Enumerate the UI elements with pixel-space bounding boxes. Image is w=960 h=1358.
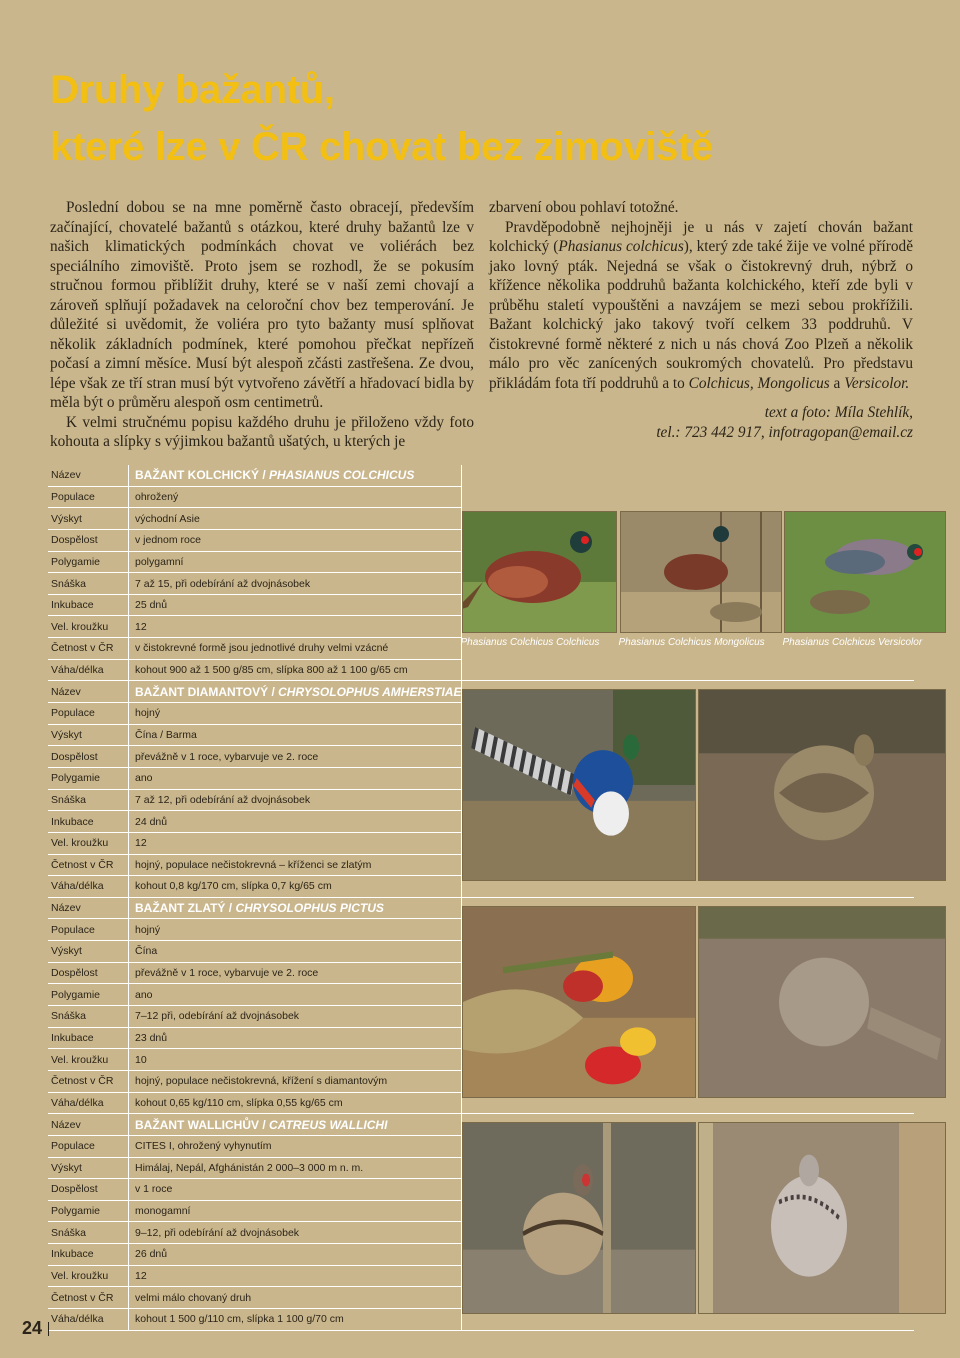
species-header-row: [48, 1114, 914, 1136]
row-label: Četnost v ČR: [48, 1070, 129, 1092]
intro-column-right: [489, 198, 913, 442]
species-name: [129, 1114, 462, 1136]
photo-caption: Phasianus Colchicus Versicolor: [782, 637, 923, 648]
pheasant-photo-image: [463, 512, 616, 632]
row-value: převážně v 1 roce, vybarvuje ve 2. roce: [129, 962, 462, 984]
row-value: 24 dnů: [129, 811, 462, 833]
title-line-1: Druhy bažantů,: [50, 68, 335, 112]
row-label: Polygamie: [48, 1200, 129, 1222]
row-label: Výskyt: [48, 941, 129, 963]
row-value: kohout 0,8 kg/170 cm, slípka 0,7 kg/65 cm: [129, 876, 462, 898]
row-value: CITES I, ohrožený vyhynutím: [129, 1135, 462, 1157]
row-value: kohout 0,65 kg/110 cm, slípka 0,55 kg/65 cm: [129, 1092, 462, 1114]
page-number: [22, 1318, 49, 1339]
photo-caption: Phasianus Colchicus Mongolicus: [618, 637, 765, 648]
species-name: [129, 897, 462, 919]
row-label: Vel. kroužku: [48, 832, 129, 854]
row-label: Populace: [48, 486, 129, 508]
intro-paragraph: Poslední dobou se na mne poměrně často obracejí, především začínající, chovatelé bažantů s otázkou, které druhy bažantů lze v našich klimatických podmínkách chovat ve voliérách bez speciálního zimoviště. Proto jsem se rozhodl, že se pokusím stručnou formou přiblížit druhy, které se v naší zemi chovají a zároveň splňují požadavek na celoroční chov bez temperování. Je důležité si uvědomit, že voliéra pro tyto bažanty musí splňovat několik základních podmínek, které pomohou přečkat nepřízeň počasí a zimní měsíce. Musí být alespoň zčásti zastřešena. Ze dvou, lépe však ze tří stran musí být vytvořeno závětří a hřadovací bidla by měla být o průměru alespoň osm centimetrů.: [50, 199, 474, 411]
species-photos-cell: [462, 1114, 914, 1330]
row-label: Populace: [48, 919, 129, 941]
intro-paragraph: K velmi stručnému popisu každého druhu je přiloženo vždy foto kohouta a slípky s výjimkou bažantů ušatých, u kterých je: [50, 413, 474, 450]
row-label: Název: [48, 897, 129, 919]
row-value: 10: [129, 1049, 462, 1071]
row-value: východní Asie: [129, 508, 462, 530]
photo-caption: Phasianus Colchicus Colchicus: [460, 637, 600, 648]
row-label: Vel. kroužku: [48, 1049, 129, 1071]
species-name-common: BAŽANT DIAMANTOVÝ /: [135, 684, 279, 699]
species-table: [48, 465, 923, 1331]
row-label: Název: [48, 681, 129, 703]
pheasant-photo: [462, 906, 696, 1098]
row-value: hojný, populace nečistokrevná, křížení s diamantovým: [129, 1070, 462, 1092]
title-line-2: které lze v ČR chovat bez zimoviště: [50, 125, 714, 169]
row-label: Vel. kroužku: [48, 616, 129, 638]
species-name: [129, 681, 462, 703]
species-name-latin: CHRYSOLOPHUS AMHERSTIAE: [278, 684, 462, 699]
pheasant-photo: [462, 511, 617, 633]
species-name: [129, 465, 462, 486]
page-number-value: 24: [22, 1318, 43, 1338]
intro-paragraph: zbarvení obou pohlaví totožné.: [489, 199, 679, 216]
row-value: v 1 roce: [129, 1179, 462, 1201]
pheasant-photo: [462, 689, 696, 881]
species-photos: [462, 681, 914, 887]
row-value: 26 dnů: [129, 1244, 462, 1266]
row-label: Vel. kroužku: [48, 1265, 129, 1287]
species-photos-cell: [462, 897, 914, 1113]
pheasant-photo: [698, 689, 946, 881]
row-value: velmi málo chovaný druh: [129, 1287, 462, 1309]
row-value: převážně v 1 roce, vybarvuje ve 2. roce: [129, 746, 462, 768]
row-label: Dospělost: [48, 962, 129, 984]
species-name-latin: PHASIANUS COLCHICUS: [269, 468, 415, 483]
row-value: hojný, populace nečistokrevná – kříženci se zlatým: [129, 854, 462, 876]
species-table-wrap: [48, 465, 923, 1331]
row-value: hojný: [129, 919, 462, 941]
row-value: 25 dnů: [129, 594, 462, 616]
species-photos: [462, 898, 914, 1104]
row-value: polygamní: [129, 551, 462, 573]
pheasant-photo: [784, 511, 946, 633]
row-label: Váha/délka: [48, 876, 129, 898]
pheasant-photo: [698, 1122, 946, 1314]
row-value: Čína / Barma: [129, 724, 462, 746]
row-value: v čistokrevné formě jsou jednotlivé druhy velmi vzácné: [129, 638, 462, 660]
pheasant-photo: [698, 906, 946, 1098]
row-label: Váha/délka: [48, 659, 129, 681]
species-header-row: [48, 681, 914, 703]
row-value: 12: [129, 616, 462, 638]
intro-paragraph: [489, 218, 913, 394]
pheasant-photo: [620, 511, 782, 633]
row-value: 12: [129, 832, 462, 854]
row-label: Snáška: [48, 1222, 129, 1244]
row-value: kohout 900 až 1 500 g/85 cm, slípka 800 až 1 100 g/65 cm: [129, 659, 462, 681]
row-value: v jednom roce: [129, 529, 462, 551]
row-label: Polygamie: [48, 551, 129, 573]
row-label: Četnost v ČR: [48, 638, 129, 660]
text-run: a: [829, 374, 845, 392]
species-photos: [460, 465, 923, 661]
row-label: Výskyt: [48, 1157, 129, 1179]
species-header-row: [48, 897, 914, 919]
row-value: 9–12, při odebírání až dvojnásobek: [129, 1222, 462, 1244]
row-value: 12: [129, 1265, 462, 1287]
pheasant-photo-image: [463, 690, 695, 880]
pheasant-photo: [462, 1122, 696, 1314]
row-label: Výskyt: [48, 724, 129, 746]
row-value: kohout 1 500 g/110 cm, slípka 1 100 g/70 cm: [129, 1308, 462, 1330]
signature-line: tel.: 723 442 917, infotragopan@email.cz: [656, 423, 913, 441]
row-value: Čína: [129, 941, 462, 963]
row-value: ano: [129, 767, 462, 789]
text-run: ), který zde také žije ve volné přírodě jako lovný pták. Nejedná se však o čistokrevný druh, nýbrž o křížence několika poddruhů bažanta kolchického, kteří zde byli v průběhu staletí vypouštěni a navzájem se mezi sebou prokřížili. Bažant kolchický jako takový tvoří celkem 33 poddruhů. V čistokrevné formě některé z nich u nás chová Zoo Plzeň a několik málo pro věc zanícených soukromých chovatelů. Pro představu přikládám fota tří poddruhů a to: [489, 238, 913, 392]
row-label: Populace: [48, 1135, 129, 1157]
row-value: ohrožený: [129, 486, 462, 508]
row-value: ano: [129, 984, 462, 1006]
row-label: Název: [48, 465, 129, 486]
row-value: 7 až 15, při odebírání až dvojnásobek: [129, 573, 462, 595]
row-value: 7–12 při, odebírání až dvojnásobek: [129, 1006, 462, 1028]
row-label: Inkubace: [48, 811, 129, 833]
species-name-common: BAŽANT KOLCHICKÝ /: [135, 468, 269, 483]
text-run-italic: Phasianus colchicus: [558, 238, 684, 255]
row-label: Četnost v ČR: [48, 1287, 129, 1309]
pheasant-photo-image: [621, 512, 781, 632]
row-label: Dospělost: [48, 529, 129, 551]
row-label: Snáška: [48, 573, 129, 595]
signature-line: text a foto: Míla Stehlík,: [764, 404, 913, 421]
text-run: Pravděpodobně nejhojněji je u nás v zajetí chován bažant kolchický (: [489, 218, 913, 255]
row-label: Výskyt: [48, 508, 129, 530]
row-value: 23 dnů: [129, 1027, 462, 1049]
row-label: Četnost v ČR: [48, 854, 129, 876]
row-label: Snáška: [48, 1006, 129, 1028]
row-label: Inkubace: [48, 1244, 129, 1266]
page-title: [50, 62, 930, 176]
row-label: Snáška: [48, 789, 129, 811]
text-run-italic: Versicolor.: [844, 374, 910, 392]
row-value: 7 až 12, při odebírání až dvojnásobek: [129, 789, 462, 811]
pheasant-photo-image: [699, 1123, 945, 1313]
row-label: Inkubace: [48, 594, 129, 616]
row-value: monogamní: [129, 1200, 462, 1222]
row-label: Dospělost: [48, 746, 129, 768]
author-signature: [489, 403, 913, 442]
row-label: Populace: [48, 703, 129, 725]
text-run-italic: Colchicus, Mongolicus: [688, 374, 830, 392]
species-header-row: [48, 465, 914, 486]
row-value: Himálaj, Nepál, Afghánistán 2 000–3 000 m n. m.: [129, 1157, 462, 1179]
intro-column-left: [50, 198, 474, 452]
row-label: Polygamie: [48, 984, 129, 1006]
pheasant-photo-image: [785, 512, 945, 632]
row-label: Váha/délka: [48, 1092, 129, 1114]
row-label: Váha/délka: [48, 1308, 129, 1330]
row-value: hojný: [129, 703, 462, 725]
row-label: Polygamie: [48, 767, 129, 789]
species-photos: [462, 1114, 914, 1320]
species-name-latin: CATREUS WALLICHI: [269, 1117, 388, 1132]
page-number-divider: [48, 1322, 49, 1336]
species-name-latin: CHRYSOLOPHUS PICTUS: [235, 901, 384, 916]
pheasant-photo-image: [699, 907, 945, 1097]
pheasant-photo-image: [463, 907, 695, 1097]
row-label: Název: [48, 1114, 129, 1136]
species-name-common: BAŽANT WALLICHŮV /: [135, 1117, 269, 1132]
pheasant-photo-image: [699, 690, 945, 880]
row-label: Dospělost: [48, 1179, 129, 1201]
row-label: Inkubace: [48, 1027, 129, 1049]
pheasant-photo-image: [463, 1123, 695, 1313]
species-photos-cell: [460, 465, 923, 681]
species-name-common: BAŽANT ZLATÝ /: [135, 901, 236, 916]
species-photos-cell: [462, 681, 914, 897]
